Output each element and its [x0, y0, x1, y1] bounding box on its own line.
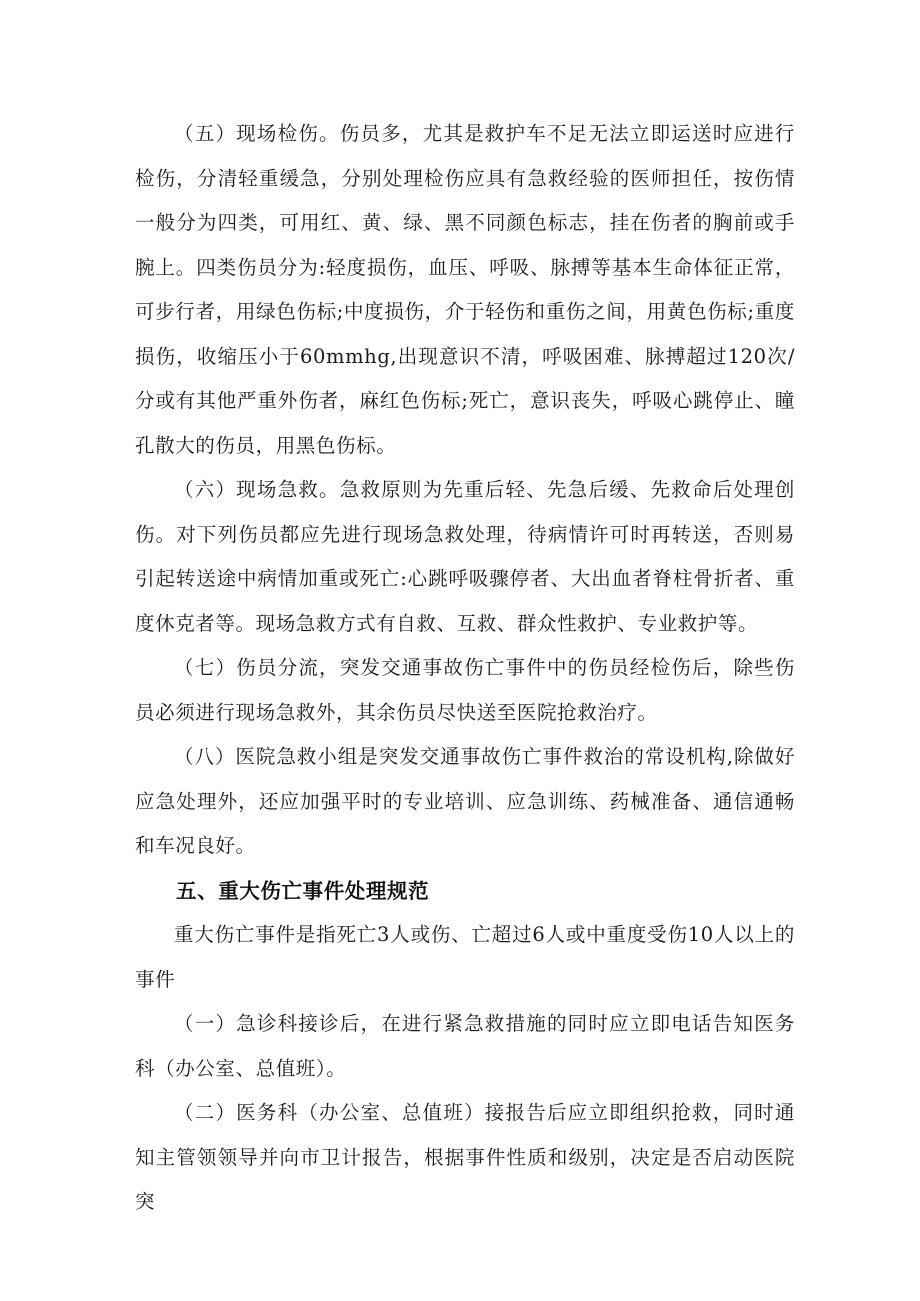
paragraph-hospital-emergency-team: （八）医院急救小组是突发交通事故伤亡事件救治的常设机构,除做好应急处理外，还应加强平时的专业培训、应急训练、药械准备、通信通畅和车况良好。	[135, 745, 795, 857]
paragraph-step-two: （二）医务科（办公室、总值班）接报告后应立即组织抢救，同时通知主管领领导并向市卫计报告，根据事件性质和级别，决定是否启动医院突	[135, 1101, 795, 1213]
section-heading-major-casualty: 五、重大伤亡事件处理规范	[176, 878, 430, 903]
paragraph-step-one: （一）急诊科接诊后，在进行紧急救措施的同时应立即电话告知医务科（办公室、总值班）。	[135, 1012, 795, 1080]
paragraph-on-site-first-aid: （六）现场急救。急救原则为先重后轻、先急后缓、先救命后处理创伤。对下列伤员都应先进行现场急救处理，待病情许可时再转送，否则易引起转送途中病情加重或死亡:心跳呼吸骤停者、大出血者脊柱骨折者、重度休克者等。现场急救方式有自救、互救、群众性救护、专业救护等。	[135, 478, 795, 635]
paragraph-major-casualty-definition: 重大伤亡事件是指死亡3人或伤、亡超过6人或中重度受伤10人以上的事件	[135, 923, 795, 991]
document-body	[135, 112, 795, 1225]
paragraph-on-site-triage: （五）现场检伤。伤员多，尤其是救护车不足无法立即运送时应进行检伤，分清轻重缓急，分别处理检伤应具有急救经验的医师担任，按伤情一般分为四类，可用红、黄、绿、黑不同颜色标志，挂在伤者的胸前或手腕上。四类伤员分为:轻度损伤，血压、呼吸、脉搏等基本生命体征正常，可步行者，用绿色伤标;中度损伤，介于轻伤和重伤之间，用黄色伤标;重度损伤，收缩压小于60mmhg,出现意识不清，呼吸困难、脉搏超过120次/分或有其他严重外伤者，麻红色伤标;死亡，意识丧失，呼吸心跳停止、瞳孔散大的伤员，用黑色伤标。	[135, 122, 795, 457]
paragraph-casualty-diversion: （七）伤员分流，突发交通事故伤亡事件中的伤员经检伤后，除些伤员必须进行现场急救外，其余伤员尽快送至医院抢救治疗。	[135, 656, 795, 724]
